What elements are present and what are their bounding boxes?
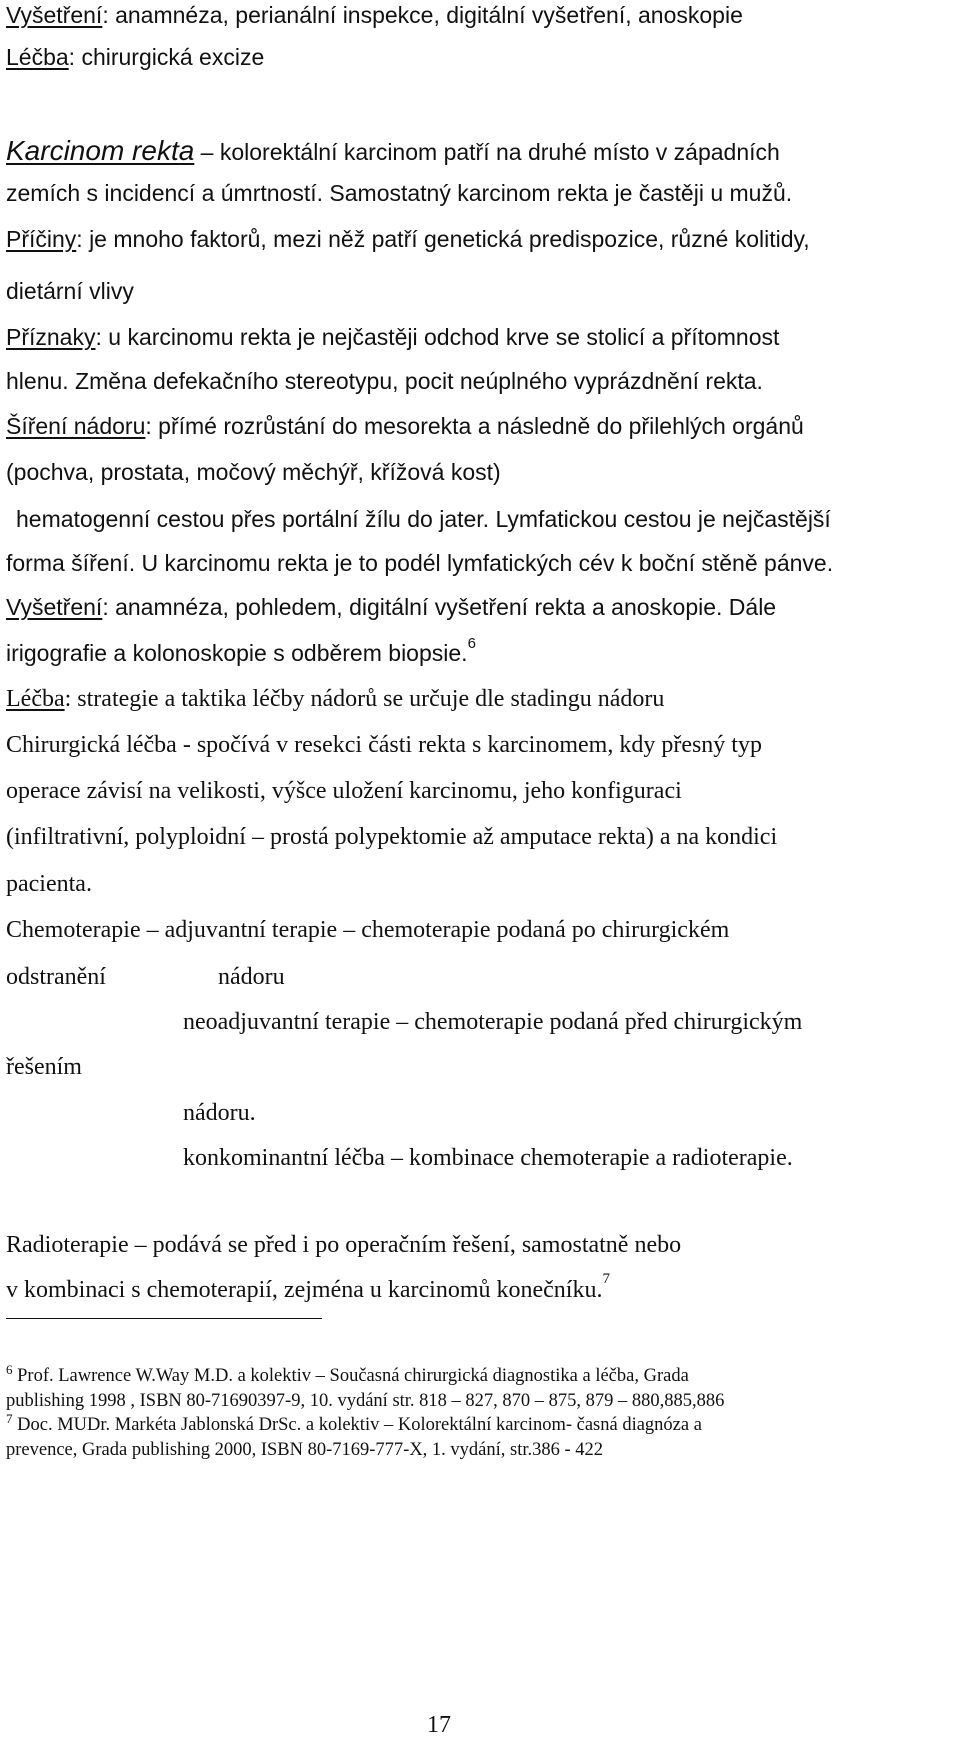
text-line: Radioterapie – podává se před i po operačním řešení, samostatně nebo [6,1232,682,1258]
text-line: odstranění [6,964,106,990]
footnote-ref-6: 6 [467,635,476,652]
text-line [6,1271,610,1303]
text-line [6,687,664,711]
footnote-6-line: publishing 1998 , ISBN 80-71690397-9, 10. vydání str. 818 – 827, 870 – 875, 879 – 880,885,886 [6,1391,725,1411]
text-line [6,137,780,165]
text-line: dietární vlivy [6,278,134,304]
text-line: konkominantní léčba – kombinace chemoterapie a radioterapie. [183,1145,793,1171]
footnote-separator [6,1318,322,1319]
line-text: – kolorektální karcinom patří na druhé místo v západních [194,139,780,165]
text-line: zemích s incidencí a úmrtností. Samostatný karcinom rekta je častěji u mužů. [6,180,793,206]
text-line: řešením [6,1054,82,1080]
line-text: v kombinaci s chemoterapií, zejména u karcinomů konečníku. [6,1277,603,1303]
line-text: : strategie a taktika léčby nádorů se určuje dle stadingu nádoru [64,686,665,712]
heading-vysetreni: Vyšetření [6,2,103,28]
text-line: operace závisí na velikosti, výšce uložení karcinomu, jeho konfiguraci [6,778,682,804]
text-line [6,415,804,438]
heading-vysetreni-2: Vyšetření [6,594,103,620]
line-text: : u karcinomu rekta je nejčastěji odchod krve se stolicí a přítomnost [95,324,780,350]
text-line [6,635,476,666]
line-text: : anamnéza, perianální inspekce, digitální vyšetření, anoskopie [102,2,743,28]
heading-lecba: Léčba [6,44,69,70]
footnote-ref-7: 7 [602,1271,610,1287]
line-text: : přímé rozrůstání do mesorekta a následně do přilehlých orgánů [145,413,804,439]
text-line: (infiltrativní, polyploidní – prostá polypektomie až amputace rekta) a na kondici [6,824,778,850]
text-line: neoadjuvantní terapie – chemoterapie podaná před chirurgickým [183,1009,803,1035]
heading-priznaky: Příznaky [6,324,96,350]
text-line: forma šíření. U karcinomu rekta je to podél lymfatických cév k boční stěně pánve. [6,550,834,576]
footnote-7-line [6,1411,702,1435]
heading-karcinom-rekta: Karcinom rekta [6,135,195,166]
line-text: : anamnéza, pohledem, digitální vyšetření rekta a anoskopie. Dále [102,594,777,620]
footnote-number: 6 [6,1362,13,1377]
text-line [6,326,779,349]
line-text: : chirurgická excize [68,44,265,70]
line-text: irigografie a kolonoskopie s odběrem biopsie. [6,640,468,666]
footnote-text: Prof. Lawrence W.Way M.D. a kolektiv – Současná chirurgická diagnostika a léčba, Grada [12,1366,689,1386]
footnote-text: Doc. MUDr. Markéta Jablonská DrSc. a kolektiv – Kolorektální karcinom- časná diagnóza a [12,1415,702,1435]
footnote-number: 7 [6,1411,13,1426]
page-number: 17 [427,1712,451,1738]
footnote-7-line: prevence, Grada publishing 2000, ISBN 80-7169-777-X, 1. vydání, str.386 - 422 [6,1440,604,1460]
text-line [6,4,743,27]
text-line [6,228,810,251]
text-line: Chemoterapie – adjuvantní terapie – chemoterapie podaná po chirurgickém [6,917,730,943]
heading-priciny: Příčiny [6,226,77,252]
text-line: pacienta. [6,871,92,897]
text-line [6,596,776,619]
text-line [6,46,264,69]
text-line: nádoru. [183,1100,256,1126]
line-text: : je mnoho faktorů, mezi něž patří genetická predispozice, různé kolitidy, [76,226,810,252]
text-line: hematogenní cestou přes portální žílu do jater. Lymfatickou cestou je nejčastější [16,506,831,532]
text-line: Chirurgická léčba - spočívá v resekci části rekta s karcinomem, kdy přesný typ [6,732,762,758]
text-line: nádoru [218,964,285,990]
heading-lecba-2: Léčba [6,686,65,712]
text-line: hlenu. Změna defekačního stereotypu, pocit neúplného vyprázdnění rekta. [6,368,763,394]
text-line: (pochva, prostata, močový měchýř, křížová kost) [6,459,501,485]
footnote-6-line [6,1362,689,1386]
heading-sireni-nadoru: Šíření nádoru [6,413,146,439]
